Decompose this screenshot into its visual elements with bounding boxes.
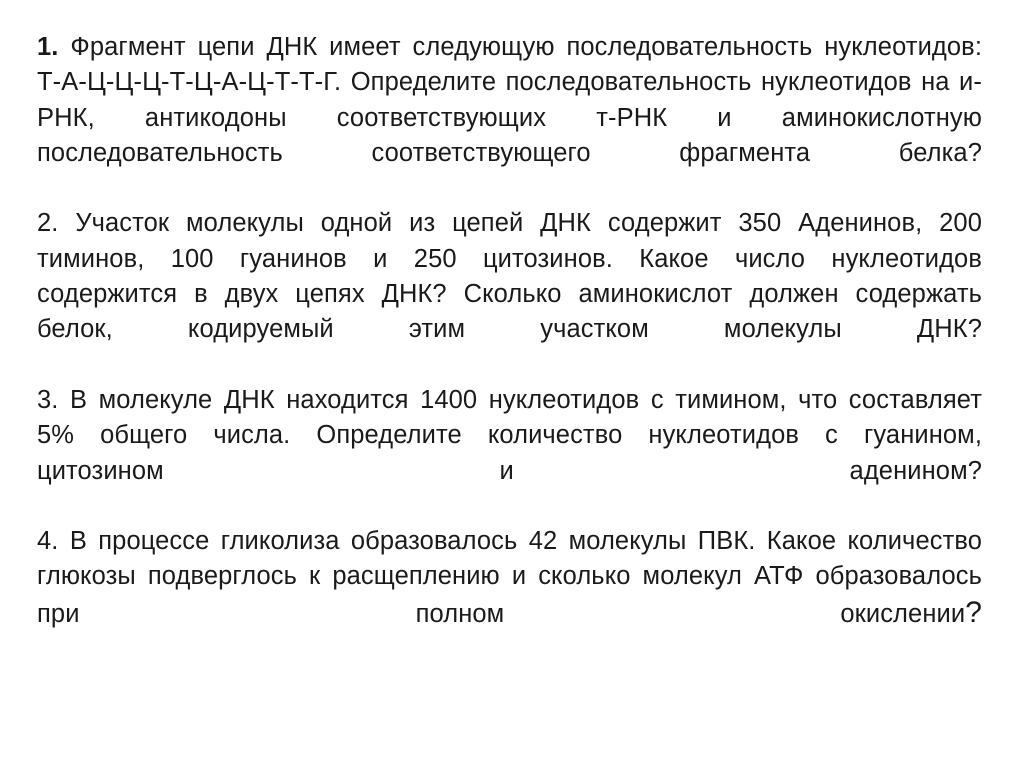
- task-1-number: 1.: [37, 33, 59, 61]
- task-4-line-3: [37, 595, 982, 632]
- task-2-text-1: Участок молекулы одной из цепей ДНК содержит 350 Аденинов, 200: [75, 209, 982, 238]
- task-4-text-3: при полном окислении: [37, 599, 966, 628]
- task-2-line-2: тиминов, 100 гуанинов и 250 цитозинов. Какое число нуклеотидов: [37, 244, 982, 273]
- task-1-line-3: РНК, антикодоны соответствующих т-РНК и аминокислотную: [37, 103, 982, 132]
- task-3-number: 3.: [37, 385, 59, 414]
- task-2: [37, 206, 982, 347]
- task-4-text-1: В процессе гликолиза образовалось 42 молекулы ПВК. Какое количество: [69, 527, 982, 556]
- task-1: [37, 30, 982, 171]
- task-1-line-1: [37, 30, 982, 65]
- task-2-line-4: белок, кодируемый этим участком молекулы ДНК?: [37, 315, 982, 344]
- task-4-line-1: [37, 524, 982, 559]
- task-4-number: 4.: [37, 527, 59, 556]
- task-3: [37, 383, 982, 489]
- task-4-line-2: глюкозы подверглось к расщеплению и сколько молекул АТФ образовалось: [37, 562, 982, 591]
- task-3-line-1: [37, 383, 982, 418]
- task-3-line-3: цитозином и аденином?: [37, 456, 982, 485]
- task-2-line-1: [37, 206, 982, 241]
- task-1-text-1: Фрагмент цепи ДНК имеет следующую последовательность нуклеотидов:: [70, 33, 983, 61]
- task-3-text-1: В молекуле ДНК находится 1400 нуклеотидов с тимином, что составляет: [70, 385, 983, 414]
- task-1-line-2: Т-А-Ц-Ц-Ц-Т-Ц-А-Ц-Т-Т-Г. Определите последовательность нуклеотидов на и-: [37, 68, 982, 97]
- task-2-number: 2.: [37, 209, 59, 238]
- task-1-line-4: последовательность соответствующего фрагмента белка?: [37, 138, 982, 167]
- task-4: [37, 524, 982, 632]
- slide-content: [37, 30, 982, 667]
- task-3-line-2: 5% общего числа. Определите количество нуклеотидов с гуанином,: [37, 421, 982, 450]
- task-2-line-3: содержится в двух цепях ДНК? Сколько аминокислот должен содержать: [37, 280, 982, 309]
- task-4-question-mark: ?: [965, 595, 982, 629]
